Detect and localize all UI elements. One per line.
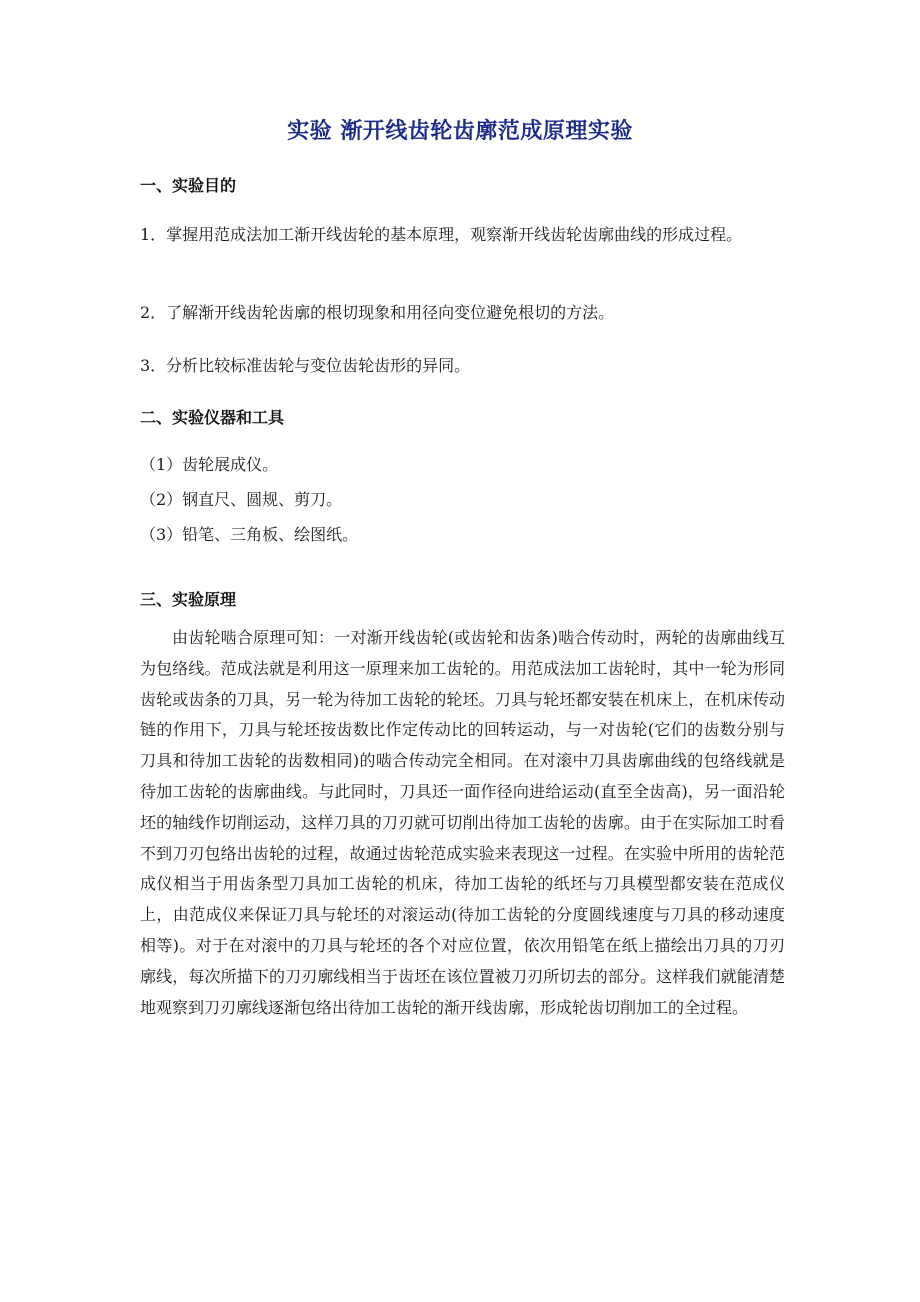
section-heading-principle: 三、实验原理 [140, 590, 237, 609]
objective-item-1: 1．掌握用范成法加工渐开线齿轮的基本原理，观察渐开线齿轮齿廓曲线的形成过程。 [140, 225, 743, 244]
instrument-item-2: （2）钢直尺、圆规、剪刀。 [140, 490, 343, 509]
instrument-item-3: （3）铅笔、三角板、绘图纸。 [140, 525, 359, 544]
principle-body-paragraph: 由齿轮啮合原理可知：一对渐开线齿轮(或齿轮和齿条)啮合传动时，两轮的齿廓曲线互为包络线。范成法就是利用这一原理来加工齿轮的。用范成法加工齿轮时，其中一轮为形同齿轮或齿条的刀具，另一轮为待加工齿轮的轮坯。刀具与轮坯都安装在机床上，在机床传动链的作用下，刀具与轮坯按齿数比作定传动比的回转运动，与一对齿轮(它们的齿数分别与刀具和待加工齿轮的齿数相同)的啮合传动完全相同。在对滚中刀具齿廓曲线的包络线就是待加工齿轮的齿廓曲线。与此同时，刀具还一面作径向进给运动(直至全齿高)，另一面沿轮坯的轴线作切削运动，这样刀具的刀刃就可切削出待加工齿轮的齿廓。由于在实际加工时看不到刀刃包络出齿轮的过程，故通过齿轮范成实验来表现这一过程。在实验中所用的齿轮范成仪相当于用齿条型刀具加工齿轮的机床，待加工齿轮的纸坯与刀具模型都安装在范成仪上，由范成仪来保证刀具与轮坯的对滚运动(待加工齿轮的分度圆线速度与刀具的移动速度相等)。对于在对滚中的刀具与轮坯的各个对应位置，依次用铅笔在纸上描绘出刀具的刀刃廓线，每次所描下的刀刃廓线相当于齿坯在该位置被刀刃所切去的部分。这样我们就能清楚地观察到刀刃廓线逐渐包络出待加工齿轮的渐开线齿廓，形成轮齿切削加工的全过程。 [140, 628, 785, 1017]
document-title: 实验 渐开线齿轮齿廓范成原理实验 [287, 119, 633, 144]
objective-item-2: 2．了解渐开线齿轮齿廓的根切现象和用径向变位避免根切的方法。 [140, 303, 615, 322]
section-heading-objectives: 一、实验目的 [140, 176, 237, 195]
objective-item-3: 3．分析比较标准齿轮与变位齿轮齿形的异同。 [140, 356, 471, 375]
instrument-item-1: （1）齿轮展成仪。 [140, 455, 279, 474]
section-heading-instruments: 二、实验仪器和工具 [140, 408, 285, 427]
